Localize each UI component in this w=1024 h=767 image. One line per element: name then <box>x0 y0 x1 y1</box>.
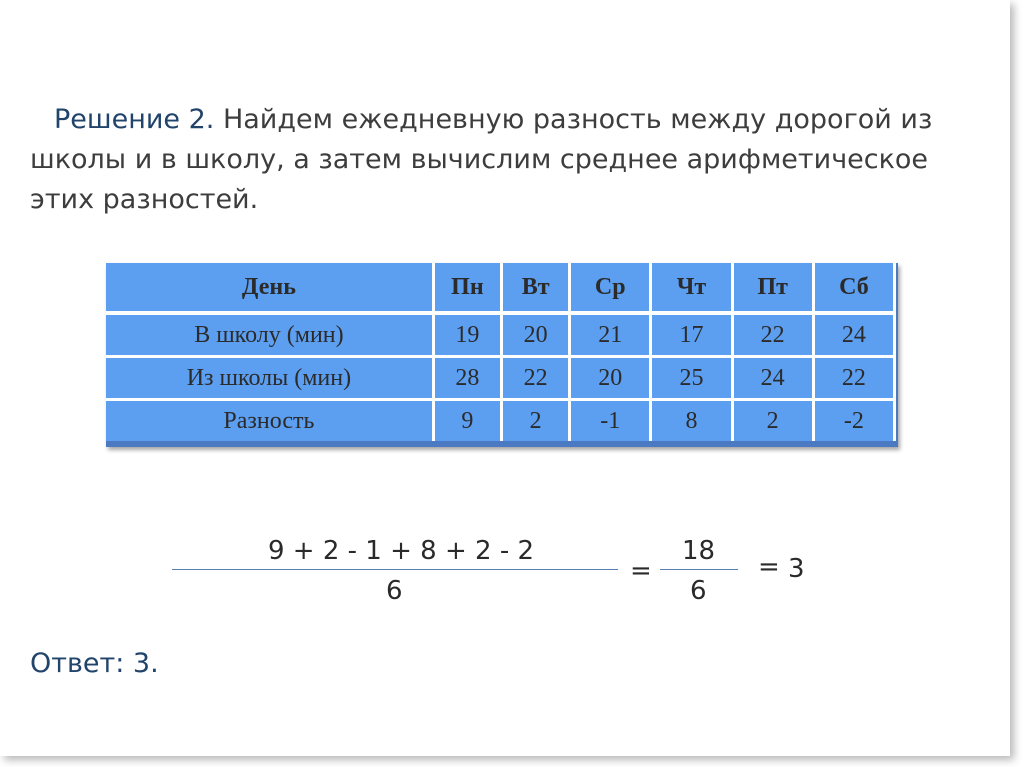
row-label: Из школы (мин) <box>106 358 435 401</box>
header-cell-mon: Пн <box>435 263 503 315</box>
table-cell: -1 <box>571 401 652 441</box>
table-cell: 28 <box>435 358 503 401</box>
table-cell: 20 <box>503 315 571 358</box>
table-cell: -2 <box>815 401 896 441</box>
table-cell: 22 <box>734 315 815 358</box>
table-cell: 9 <box>435 401 503 441</box>
fraction-numerator-sum: 9 + 2 - 1 + 8 + 2 - 2 <box>268 536 535 566</box>
table-row <box>106 401 896 441</box>
table-cell: 20 <box>571 358 652 401</box>
header-cell-thu: Чт <box>652 263 733 315</box>
fraction-denominator: 6 <box>690 576 707 606</box>
solution-text: Найдем ежедневную разность между дорогой из школы и в школу, а затем вычислим среднее арифметическое этих разностей. <box>30 104 933 215</box>
equals-sign: = <box>758 552 780 582</box>
table-cell: 17 <box>652 315 733 358</box>
table-row <box>106 358 896 401</box>
table-cell: 25 <box>652 358 733 401</box>
table-cell: 24 <box>815 315 896 358</box>
table-cell: 8 <box>652 401 733 441</box>
fraction-numerator-total: 18 <box>682 536 716 566</box>
table-cell: 2 <box>734 401 815 441</box>
row-label: В школу (мин) <box>106 315 435 358</box>
header-cell-wed: Ср <box>571 263 652 315</box>
equals-sign: = <box>630 556 652 586</box>
header-cell-fri: Пт <box>734 263 815 315</box>
header-cell-tue: Вт <box>503 263 571 315</box>
table-cell: 22 <box>503 358 571 401</box>
table-cell: 19 <box>435 315 503 358</box>
fraction-bar <box>660 569 738 570</box>
data-table-wrapper <box>106 263 898 447</box>
solution-intro <box>30 100 970 220</box>
solution-label: Решение 2. <box>54 104 215 135</box>
row-label: Разность <box>106 401 435 441</box>
table-row <box>106 315 896 358</box>
header-cell-day: День <box>106 263 435 315</box>
table-cell: 22 <box>815 358 896 401</box>
table-header-row <box>106 263 896 315</box>
table-cell: 2 <box>503 401 571 441</box>
answer-text: Ответ: 3. <box>30 648 159 679</box>
header-cell-sat: Сб <box>815 263 896 315</box>
fraction-denominator: 6 <box>386 576 403 606</box>
fraction-bar <box>172 569 618 570</box>
table-cell: 21 <box>571 315 652 358</box>
table-cell: 24 <box>734 358 815 401</box>
data-table <box>106 263 896 441</box>
formula-result: 3 <box>788 554 805 584</box>
